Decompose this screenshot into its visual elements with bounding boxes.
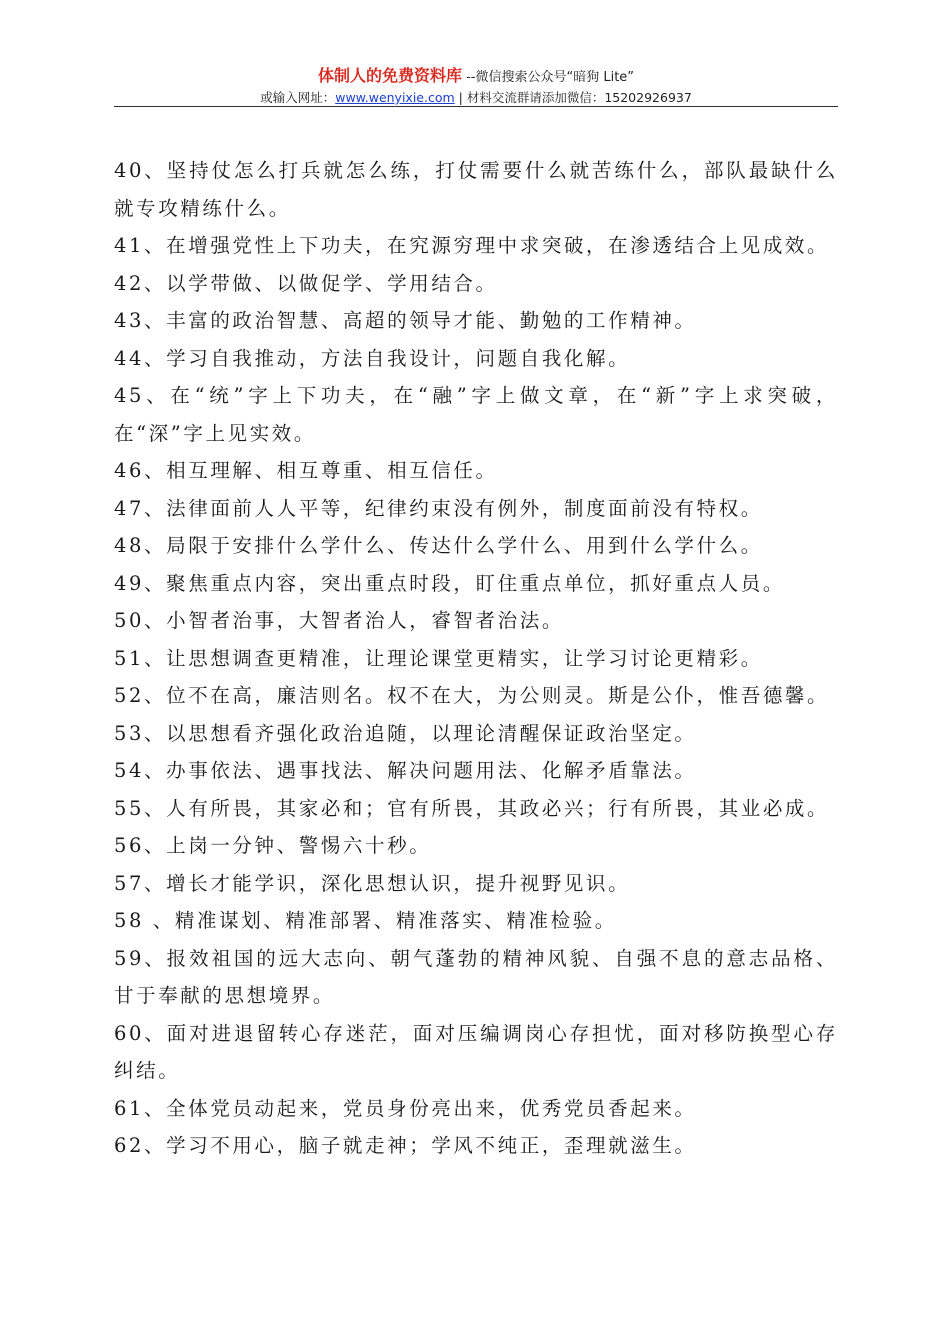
list-item: 60、面对进退留转心存迷茫，面对压编调岗心存担忧，面对移防换型心存纠结。 (114, 1021, 838, 1082)
list-item: 57、增长才能学识，深化思想认识，提升视野见识。 (114, 871, 631, 895)
header-divider (114, 106, 838, 107)
list-item: 59、报效祖国的远大志向、朝气蓬勃的精神风貌、自强不息的意志品格、甘于奉献的思想境界。 (114, 946, 838, 1007)
header-title-line (114, 66, 838, 88)
brand-title: 体制人的免费资料库 (317, 66, 462, 85)
list-item: 62、学习不用心，脑子就走神；学风不纯正，歪理就滋生。 (114, 1134, 697, 1157)
list-item: 53、以思想看齐强化政治追随，以理论清醒保证政治坚定。 (114, 721, 697, 745)
page-header (114, 66, 838, 107)
list-item: 58 、精准谋划、精准部署、精准落实、精准检验。 (114, 909, 617, 932)
website-link[interactable]: www.wenyixie.com (335, 90, 455, 105)
list-item: 61、全体党员动起来，党员身份亮出来，优秀党员香起来。 (114, 1096, 697, 1120)
list-item: 48、局限于安排什么学什么、传达什么学什么、用到什么学什么。 (114, 534, 763, 557)
list-item: 46、相互理解、相互尊重、相互信任。 (114, 459, 498, 482)
list-item: 55、人有所畏，其家必和；官有所畏，其政必兴；行有所畏，其业必成。 (114, 796, 830, 820)
list-item: 47、法律面前人人平等，纪律约束没有例外，制度面前没有特权。 (114, 496, 763, 520)
document-body (114, 152, 838, 1165)
list-item: 42、以学带做、以做促学、学用结合。 (114, 271, 498, 295)
wechat-contact: | 材料交流群请添加微信：15202926937 (454, 90, 692, 105)
list-item: 43、丰富的政治智慧、高超的领导才能、勤勉的工作精神。 (114, 309, 697, 332)
list-item: 56、上岗一分钟、警惕六十秒。 (114, 834, 432, 857)
header-contact-line (114, 89, 838, 107)
url-prefix: 或输入网址： (260, 90, 336, 105)
list-item: 54、办事依法、遇事找法、解决问题用法、化解矛盾靠法。 (114, 759, 697, 782)
header-tagline: --微信搜索公众号“暗狗 Lite” (461, 70, 635, 85)
list-item: 49、聚焦重点内容，突出重点时段，盯住重点单位，抓好重点人员。 (114, 571, 785, 595)
list-item: 45、在“统”字上下功夫，在“融”字上做文章，在“新”字上求突破，在“深”字上见实效。 (114, 384, 838, 445)
list-item: 52、位不在高，廉洁则名。权不在大，为公则灵。斯是公仆，惟吾德馨。 (114, 684, 830, 707)
list-item: 41、在增强党性上下功夫，在究源穷理中求突破，在渗透结合上见成效。 (114, 234, 830, 257)
list-item: 44、学习自我推动，方法自我设计，问题自我化解。 (114, 346, 631, 370)
list-item: 50、小智者治事，大智者治人，睿智者治法。 (114, 609, 564, 632)
list-item: 40、坚持仗怎么打兵就怎么练，打仗需要什么就苦练什么，部队最缺什么就专攻精练什么。 (114, 159, 838, 220)
list-item: 51、让思想调查更精准，让理论课堂更精实，让学习讨论更精彩。 (114, 646, 763, 670)
